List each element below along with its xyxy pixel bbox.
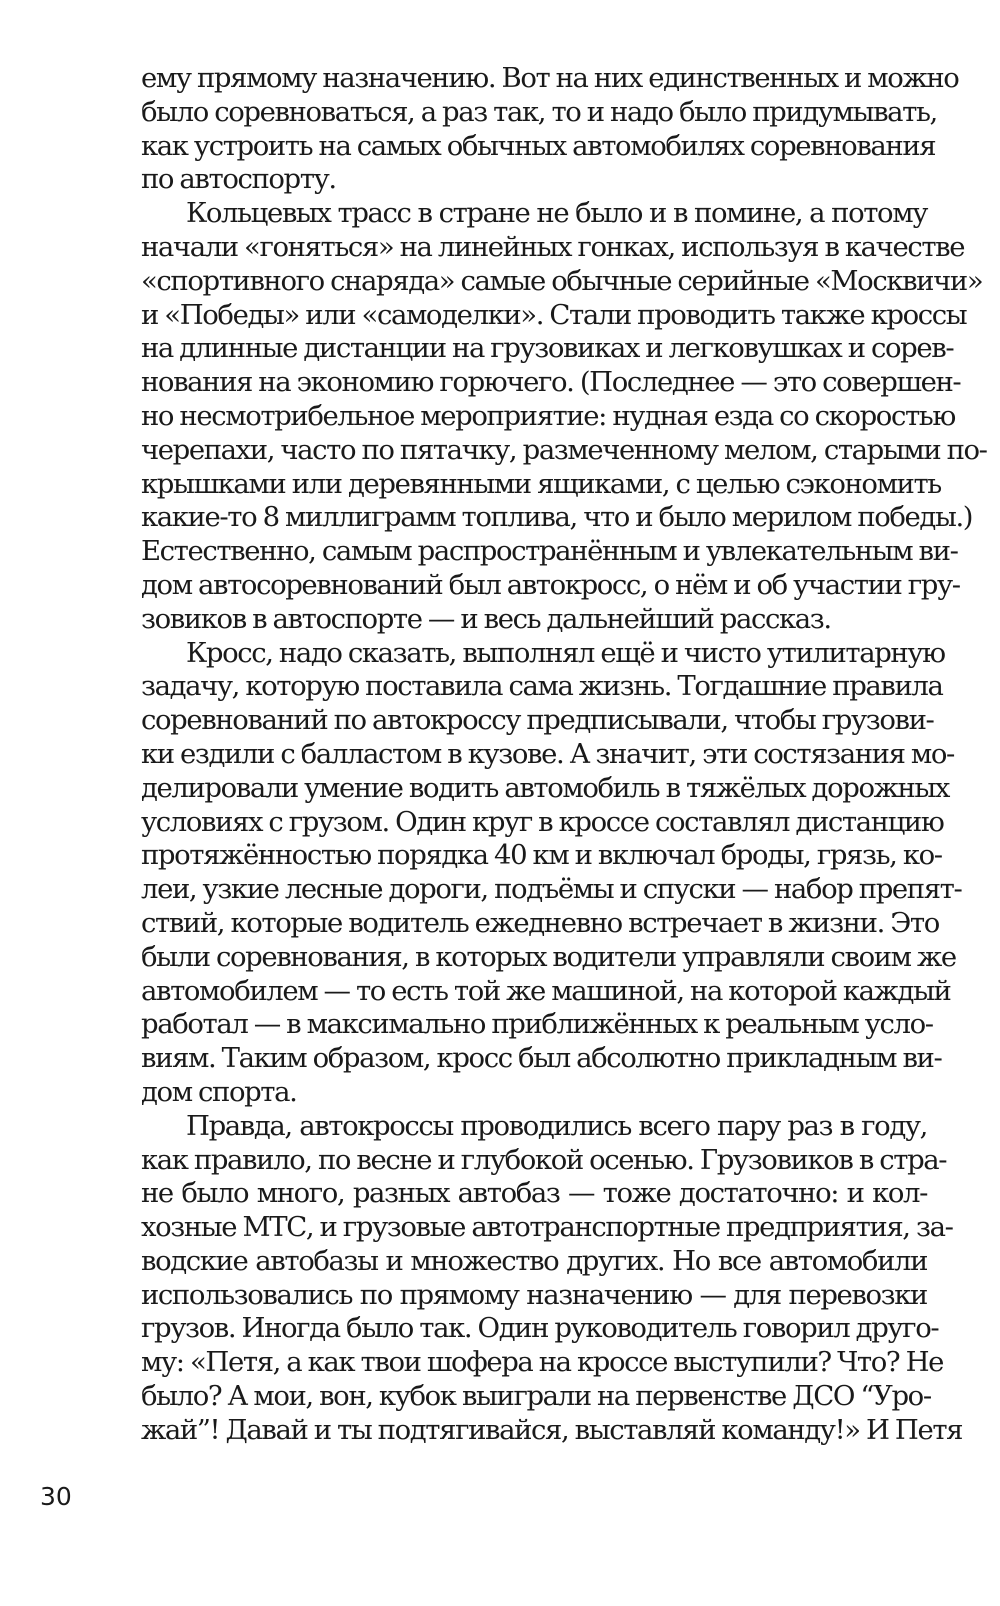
text-line: какие-то 8 миллиграмм топлива, что и было мерилом победы.) <box>141 501 973 534</box>
text-line: начали «гоняться» на линейных гонках, используя в качестве <box>141 230 965 263</box>
text-line: как правило, по весне и глубокой осенью. Грузовиков в стра- <box>141 1143 947 1176</box>
paragraph <box>141 1109 963 1448</box>
paragraph <box>141 636 962 1110</box>
paragraph <box>141 62 959 197</box>
paragraph <box>141 197 987 636</box>
text-line: задачу, которую поставила сама жизнь. Тогдашние правила <box>141 670 943 703</box>
text-line: на длинные дистанции на грузовиках и легковушках и сорев- <box>141 332 954 365</box>
text-line: но несмотрибельное мероприятие: нудная езда со скоростью <box>141 399 955 432</box>
text-line: были соревнования, в которых водители управляли своим же <box>141 940 956 973</box>
text-line: дом спорта. <box>141 1075 297 1108</box>
text-line: протяжённостью порядка 40 км и включал броды, грязь, ко- <box>141 839 942 872</box>
text-line: автомобилем — то есть той же машиной, на которой каждый <box>141 974 951 1007</box>
text-line: ему прямому назначению. Вот на них единственных и можно <box>141 62 959 94</box>
text-line: не было много, разных автобаз — тоже достаточно: и кол- <box>141 1177 927 1210</box>
body-text <box>141 62 987 1448</box>
text-line: использовались по прямому назначению — для перевозки <box>141 1278 927 1311</box>
text-line: жай”! Давай и ты подтягивайся, выставляй команду!» И Петя <box>141 1413 963 1446</box>
text-line: виям. Таким образом, кросс был абсолютно прикладным ви- <box>141 1042 942 1075</box>
text-line: водские автобазы и множество других. Но все автомобили <box>141 1244 927 1277</box>
text-line: му: «Петя, а как твои шофера на кроссе выступили? Что? Не <box>141 1346 944 1379</box>
text-line: грузов. Иногда было так. Один руководитель говорил друго- <box>141 1312 939 1345</box>
text-line: по автоспорту. <box>141 163 336 196</box>
text-line: ствий, которые водитель ежедневно встречает в жизни. Это <box>141 906 939 939</box>
text-line: было? А мои, вон, кубок выиграли на первенстве ДСО “Уро- <box>141 1380 931 1413</box>
text-line: соревнований по автокроссу предписывали, чтобы грузови- <box>141 704 934 737</box>
text-line: хозные МТС, и грузовые автотранспортные предприятия, за- <box>141 1211 953 1244</box>
text-line: работал — в максимально приближённых к реальным усло- <box>141 1008 933 1041</box>
text-line: дом автосоревнований был автокросс, о нём и об участии гру- <box>141 568 960 601</box>
text-line: нования на экономию горючего. (Последнее — это совершен- <box>141 366 961 399</box>
text-line: и «Победы» или «самоделки». Стали проводить также кроссы <box>141 298 967 331</box>
text-line: Кольцевых трасс в стране не было и в помине, а потому <box>186 197 927 230</box>
text-line: было соревноваться, а раз так, то и надо было придумывать, <box>141 95 937 128</box>
text-line: зовиков в автоспорте — и весь дальнейший рассказ. <box>141 602 831 635</box>
text-line: условиях с грузом. Один круг в кроссе составлял дистанцию <box>141 805 944 838</box>
text-line: «спортивного снаряда» самые обычные серийные «Москвичи» <box>141 264 983 297</box>
text-line: как устроить на самых обычных автомобилях соревнования <box>141 129 936 162</box>
text-line: леи, узкие лесные дороги, подъёмы и спуски — набор препят- <box>141 873 962 906</box>
text-line: делировали умение водить автомобиль в тяжёлых дорожных <box>141 771 950 804</box>
text-line: Кросс, надо сказать, выполнял ещё и чисто утилитарную <box>186 636 945 669</box>
text-line: крышками или деревянными ящиками, с целью сэкономить <box>141 467 941 500</box>
text-line: Правда, автокроссы проводились всего пару раз в году, <box>186 1109 927 1142</box>
text-line: ки ездили с балластом в кузове. А значит, эти состязания мо- <box>141 737 954 770</box>
text-line: черепахи, часто по пятачку, размеченному мелом, старыми по- <box>141 433 987 466</box>
text-line: Естественно, самым распространённым и увлекательным ви- <box>141 535 958 568</box>
page-number: 30 <box>40 1482 72 1511</box>
